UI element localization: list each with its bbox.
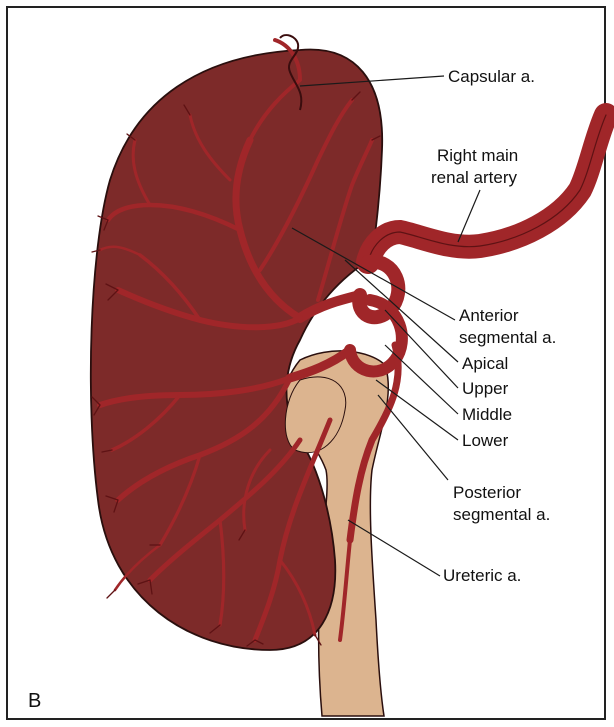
right-main-renal-artery bbox=[368, 115, 606, 262]
label-posterior-2: segmental a. bbox=[453, 505, 551, 524]
label-anterior-1: Anterior bbox=[459, 306, 519, 325]
panel-letter: B bbox=[28, 690, 42, 712]
label-capsular: Capsular a. bbox=[448, 67, 535, 86]
label-middle: Middle bbox=[462, 405, 513, 424]
label-ureteric: Ureteric a. bbox=[443, 566, 522, 585]
label-anterior-2: segmental a. bbox=[459, 328, 557, 347]
label-upper: Upper bbox=[462, 379, 509, 398]
label-right-main-2: renal artery bbox=[431, 168, 517, 187]
label-right-main-1: Right main bbox=[437, 146, 519, 165]
label-apical: Apical bbox=[462, 354, 509, 373]
label-lower: Lower bbox=[462, 431, 509, 450]
label-posterior-1: Posterior bbox=[453, 483, 522, 502]
